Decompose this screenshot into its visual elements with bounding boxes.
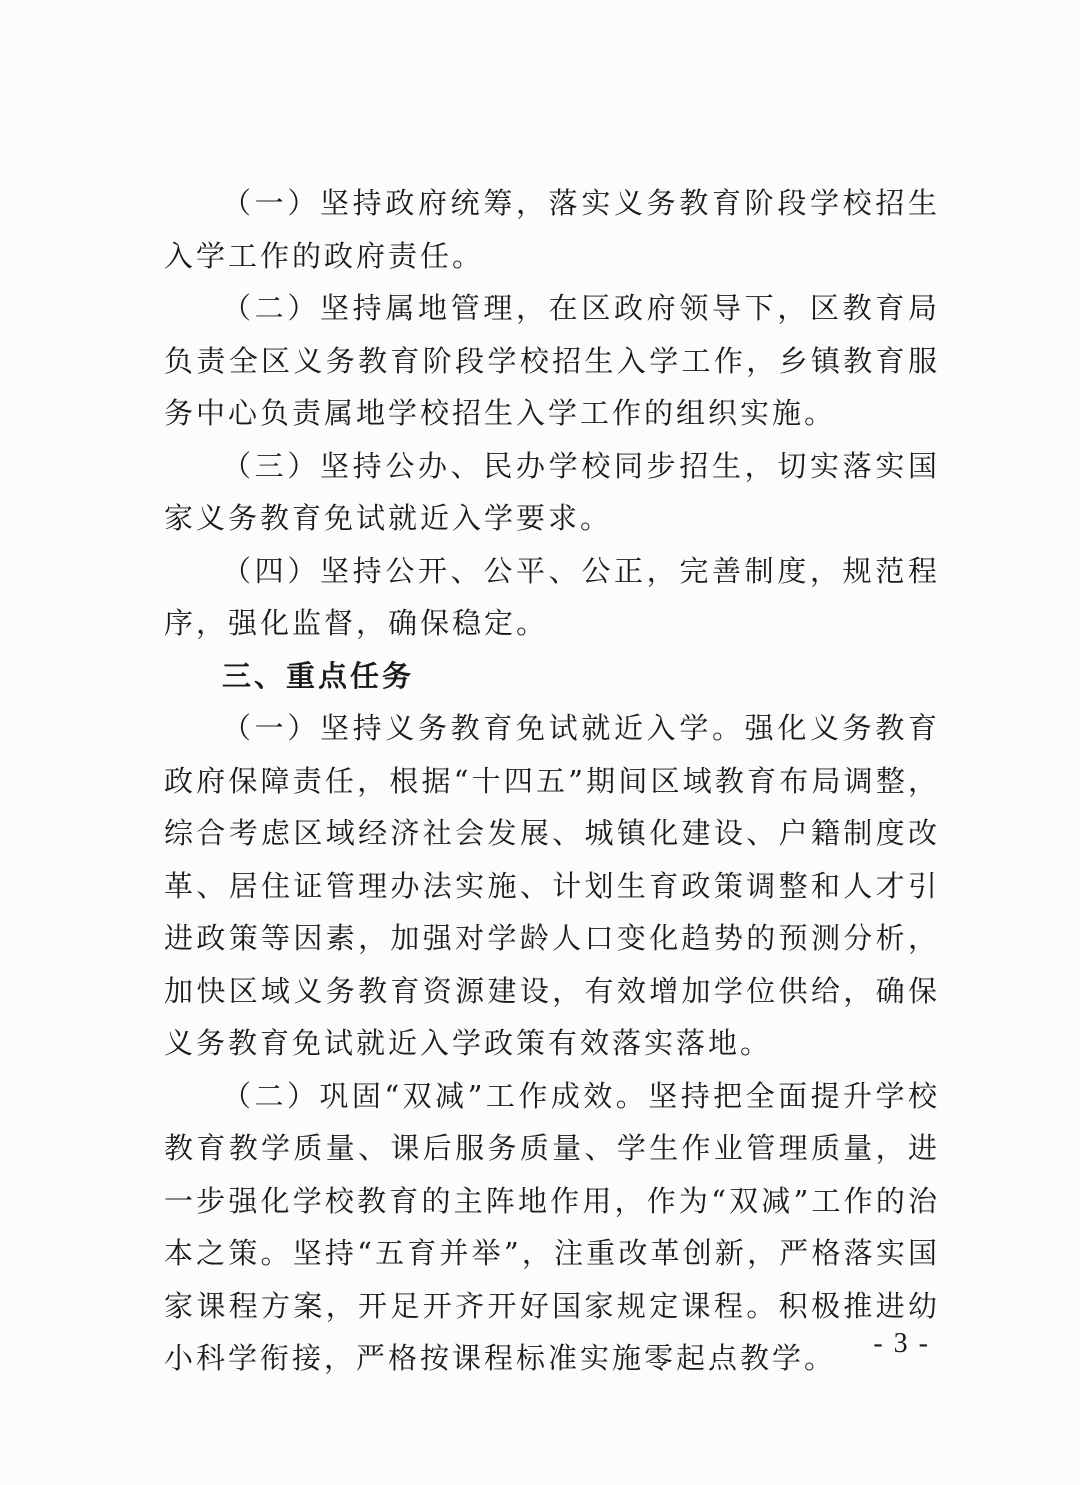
paragraph-4: （四）坚持公开、公平、公正，完善制度，规范程序，强化监督，确保稳定。 (164, 553, 940, 640)
paragraph-2: （二）坚持属地管理，在区政府领导下，区教育局负责全区义务教育阶段学校招生入学工作，乡镇教育服务中心负责属地学校招生入学工作的组织实施。 (164, 291, 940, 430)
document-body (164, 177, 940, 1385)
section-heading: 三、重点任务 (222, 658, 415, 693)
paragraph-1: （一）坚持政府统筹，落实义务教育阶段学校招生入学工作的政府责任。 (164, 186, 940, 273)
task-paragraph-2: （二）巩固“双减”工作成效。坚持把全面提升学校教育教学质量、课后服务质量、学生作业管理质量，进一步强化学校教育的主阵地作用，作为“双减”工作的治本之策。坚持“五育并举”，注重改革创新，严格落实国家课程方案，开足开齐开好国家规定课程。积极推进幼小科学衔接，严格按课程标准实施零起点教学。 (164, 1078, 940, 1375)
page-number: - 3 - (873, 1328, 930, 1359)
task-paragraph-1: （一）坚持义务教育免试就近入学。强化义务教育政府保障责任，根据“十四五”期间区域教育布局调整，综合考虑区域经济社会发展、城镇化建设、户籍制度改革、居住证管理办法实施、计划生育政策调整和人才引进政策等因素，加强对学龄人口变化趋势的预测分析，加快区域义务教育资源建设，有效增加学位供给，确保义务教育免试就近入学政策有效落实落地。 (164, 711, 940, 1060)
paragraph-3: （三）坚持公办、民办学校同步招生，切实落实国家义务教育免试就近入学要求。 (164, 448, 940, 535)
